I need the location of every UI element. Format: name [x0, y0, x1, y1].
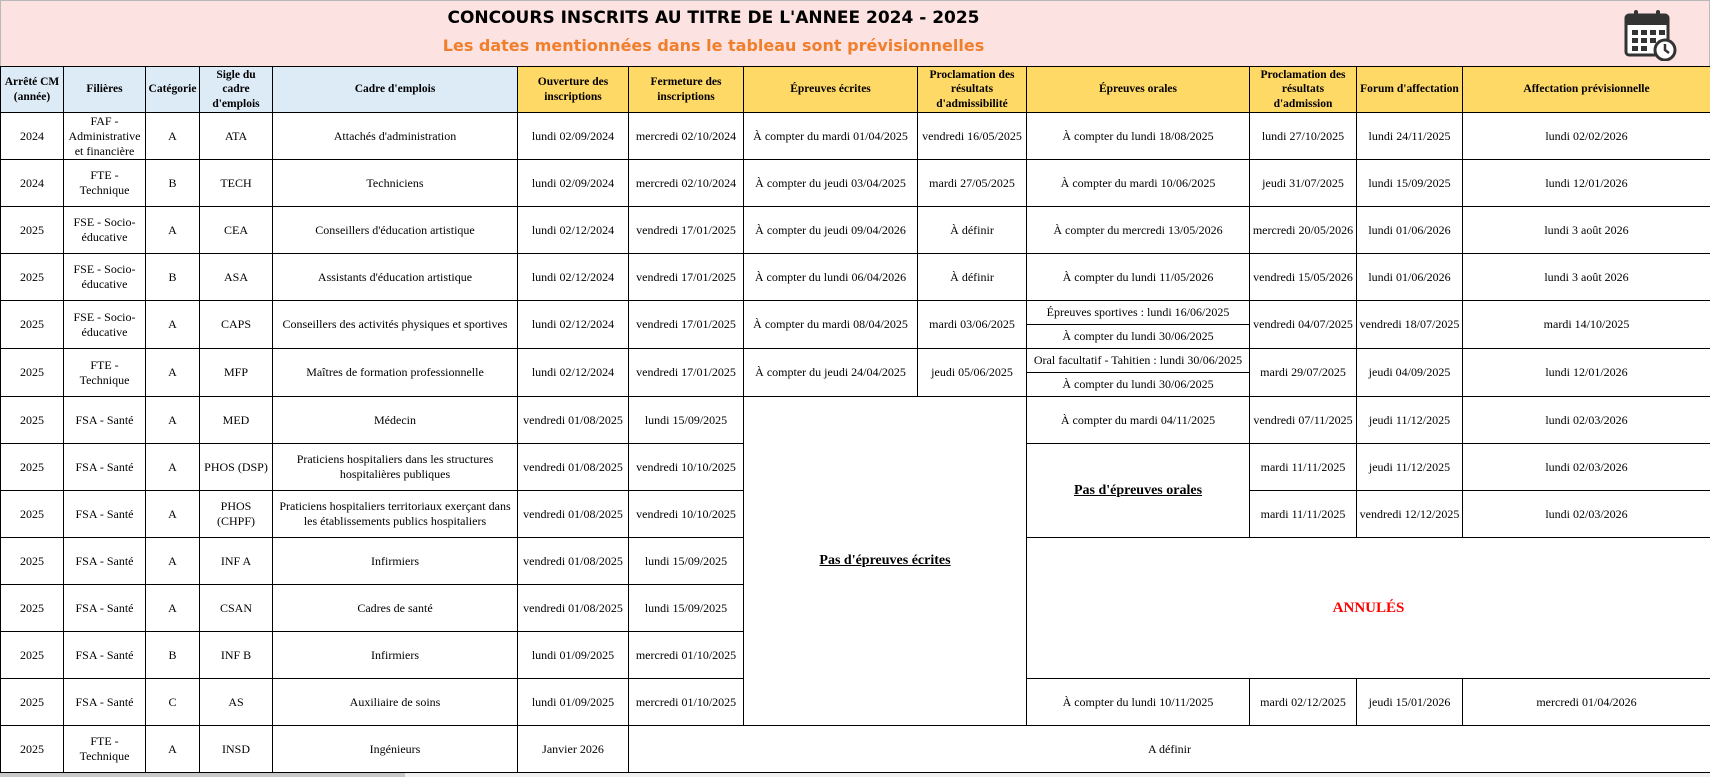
cell-cadre: Conseillers des activités physiques et sportives: [273, 301, 518, 349]
cell-admission: jeudi 31/07/2025: [1250, 160, 1357, 207]
cell-admissibilite: mardi 03/06/2025: [918, 301, 1027, 349]
cell-forum: lundi 01/06/2026: [1357, 254, 1463, 301]
cell-sigle: MFP: [200, 349, 273, 397]
cell-fermeture: vendredi 10/10/2025: [629, 491, 744, 538]
table-header-row: [1, 67, 1710, 113]
table-row: [1, 726, 1710, 773]
col-header: Proclamation des résultats d'admission: [1250, 67, 1357, 113]
cell-affectation: lundi 3 août 2026: [1463, 254, 1710, 301]
cell-admission: vendredi 07/11/2025: [1250, 397, 1357, 444]
cell-annee: 2025: [1, 679, 64, 726]
cell-annee: 2025: [1, 301, 64, 349]
cell-cadre: Auxiliaire de soins: [273, 679, 518, 726]
cell-ouverture: lundi 02/12/2024: [518, 349, 629, 397]
cell-cadre: Infirmiers: [273, 632, 518, 679]
cell-orales: À compter du mardi 10/06/2025: [1027, 160, 1250, 207]
cell-fermeture: vendredi 17/01/2025: [629, 349, 744, 397]
cell-forum: lundi 01/06/2026: [1357, 207, 1463, 254]
cell-orales: À compter du mardi 04/11/2025: [1027, 397, 1250, 444]
cell-annee: 2025: [1, 254, 64, 301]
cell-sigle: CEA: [200, 207, 273, 254]
cell-ouverture: lundi 02/12/2024: [518, 301, 629, 349]
cell-affectation: lundi 12/01/2026: [1463, 349, 1710, 397]
cell-categorie: A: [146, 207, 200, 254]
cell-admissibilite: À définir: [918, 254, 1027, 301]
cell-filiere: FTE - Technique: [64, 160, 146, 207]
cell-ouverture: lundi 01/09/2025: [518, 632, 629, 679]
cell-annee: 2024: [1, 160, 64, 207]
col-header: Catégorie: [146, 67, 200, 113]
cell-sigle: ASA: [200, 254, 273, 301]
cell-filiere: FSE - Socio-éducative: [64, 301, 146, 349]
cell-categorie: B: [146, 254, 200, 301]
cell-cadre: Conseillers d'éducation artistique: [273, 207, 518, 254]
cell-filiere: FSA - Santé: [64, 585, 146, 632]
cell-forum: vendredi 18/07/2025: [1357, 301, 1463, 349]
cell-sigle: ATA: [200, 113, 273, 160]
cell-categorie: B: [146, 160, 200, 207]
cell-filiere: FSA - Santé: [64, 538, 146, 585]
cell-cadre: Infirmiers: [273, 538, 518, 585]
cell-orales: À compter du lundi 10/11/2025: [1027, 679, 1250, 726]
cell-ouverture: lundi 02/12/2024: [518, 207, 629, 254]
cell-categorie: A: [146, 349, 200, 397]
cell-cadre: Cadres de santé: [273, 585, 518, 632]
cell-forum: lundi 15/09/2025: [1357, 160, 1463, 207]
cell-forum: jeudi 11/12/2025: [1357, 397, 1463, 444]
cell-categorie: A: [146, 585, 200, 632]
cell-orales: À compter du lundi 30/06/2025: [1027, 325, 1250, 349]
cell-admission: mardi 11/11/2025: [1250, 491, 1357, 538]
cell-admission: mardi 29/07/2025: [1250, 349, 1357, 397]
page-subtitle: Les dates mentionnées dans le tableau sont prévisionnelles: [442, 36, 985, 55]
col-header: Épreuves orales: [1027, 67, 1250, 113]
cell-annee: 2025: [1, 349, 64, 397]
cell-filiere: FTE - Technique: [64, 726, 146, 773]
cell-forum: jeudi 11/12/2025: [1357, 444, 1463, 491]
page-title: CONCOURS INSCRITS AU TITRE DE L'ANNEE 2024 - 2025: [447, 8, 980, 28]
cell-ecrites: À compter du mardi 01/04/2025: [744, 113, 918, 160]
cell-ouverture: lundi 01/09/2025: [518, 679, 629, 726]
cell-annee: 2024: [1, 113, 64, 160]
cell-ouverture: lundi 02/12/2024: [518, 254, 629, 301]
cell-fermeture: lundi 15/09/2025: [629, 585, 744, 632]
table-row: [1, 113, 1710, 160]
cell-ouverture: lundi 02/09/2024: [518, 113, 629, 160]
cell-filiere: FTE - Technique: [64, 349, 146, 397]
cell-categorie: A: [146, 397, 200, 444]
cell-cadre: Attachés d'administration: [273, 113, 518, 160]
cell-affectation: lundi 02/03/2026: [1463, 397, 1710, 444]
cell-annee: 2025: [1, 585, 64, 632]
cell-ouverture: lundi 02/09/2024: [518, 160, 629, 207]
col-header: Forum d'affectation: [1357, 67, 1463, 113]
cell-filiere: FSA - Santé: [64, 444, 146, 491]
cell-fermeture: lundi 15/09/2025: [629, 397, 744, 444]
cell-ecrites: À compter du jeudi 24/04/2025: [744, 349, 918, 397]
cell-filiere: FSA - Santé: [64, 632, 146, 679]
cell-filiere: FSA - Santé: [64, 397, 146, 444]
cell-admission: mardi 02/12/2025: [1250, 679, 1357, 726]
cell-cadre: Techniciens: [273, 160, 518, 207]
col-header: Affectation prévisionnelle: [1463, 67, 1710, 113]
cell-annee: 2025: [1, 444, 64, 491]
col-header: Fermeture des inscriptions: [629, 67, 744, 113]
cell-admissibilite: vendredi 16/05/2025: [918, 113, 1027, 160]
cell-categorie: A: [146, 301, 200, 349]
table-row: [1, 207, 1710, 254]
annules-label: ANNULÉS: [1027, 538, 1710, 679]
cell-filiere: FSE - Socio-éducative: [64, 207, 146, 254]
cell-admission: vendredi 15/05/2026: [1250, 254, 1357, 301]
cell-annee: 2025: [1, 397, 64, 444]
calendar-icon: [1623, 7, 1677, 61]
cell-orales: À compter du mercredi 13/05/2026: [1027, 207, 1250, 254]
cell-categorie: A: [146, 491, 200, 538]
cell-ouverture: vendredi 01/08/2025: [518, 585, 629, 632]
table-row: [1, 254, 1710, 301]
table-row: [1, 160, 1710, 207]
cell-categorie: A: [146, 726, 200, 773]
cell-orales: À compter du lundi 11/05/2026: [1027, 254, 1250, 301]
cell-orales-facultatif: Oral facultatif - Tahitien : lundi 30/06/2025: [1027, 349, 1250, 373]
table-row: [1, 301, 1710, 325]
cell-forum: lundi 24/11/2025: [1357, 113, 1463, 160]
cell-cadre: Assistants d'éducation artistique: [273, 254, 518, 301]
table-row: [1, 349, 1710, 373]
cell-fermeture: vendredi 17/01/2025: [629, 207, 744, 254]
cell-categorie: C: [146, 679, 200, 726]
cell-admission: vendredi 04/07/2025: [1250, 301, 1357, 349]
col-header: Sigle du cadre d'emplois: [200, 67, 273, 113]
cell-ecrites: À compter du lundi 06/04/2026: [744, 254, 918, 301]
cell-annee: 2025: [1, 491, 64, 538]
cell-categorie: B: [146, 632, 200, 679]
cell-categorie: A: [146, 538, 200, 585]
cell-filiere: FSA - Santé: [64, 491, 146, 538]
cell-cadre: Ingénieurs: [273, 726, 518, 773]
col-header: Épreuves écrites: [744, 67, 918, 113]
pas-epreuves-orales: Pas d'épreuves orales: [1027, 444, 1250, 538]
cell-ecrites: À compter du mardi 08/04/2025: [744, 301, 918, 349]
cell-ouverture: vendredi 01/08/2025: [518, 491, 629, 538]
cell-categorie: A: [146, 444, 200, 491]
cell-affectation: mercredi 01/04/2026: [1463, 679, 1710, 726]
cell-orales-sportives: Épreuves sportives : lundi 16/06/2025: [1027, 301, 1250, 325]
cell-orales: À compter du lundi 30/06/2025: [1027, 373, 1250, 397]
cell-fermeture: vendredi 10/10/2025: [629, 444, 744, 491]
scrollbar-thumb[interactable]: [0, 773, 405, 777]
cell-sigle: PHOS (CHPF): [200, 491, 273, 538]
cell-fermeture: mercredi 01/10/2025: [629, 632, 744, 679]
cell-affectation: lundi 02/02/2026: [1463, 113, 1710, 160]
cell-ecrites: À compter du jeudi 03/04/2025: [744, 160, 918, 207]
cell-sigle: INF A: [200, 538, 273, 585]
cell-ouverture: vendredi 01/08/2025: [518, 397, 629, 444]
cell-cadre: Praticiens hospitaliers dans les structures hospitalières publiques: [273, 444, 518, 491]
cell-admissibilite: mardi 27/05/2025: [918, 160, 1027, 207]
cell-sigle: CSAN: [200, 585, 273, 632]
col-header: Arrêté CM (année): [1, 67, 64, 113]
cell-forum: vendredi 12/12/2025: [1357, 491, 1463, 538]
cell-sigle: PHOS (DSP): [200, 444, 273, 491]
cell-affectation: lundi 02/03/2026: [1463, 444, 1710, 491]
cell-forum: jeudi 15/01/2026: [1357, 679, 1463, 726]
cell-sigle: INF B: [200, 632, 273, 679]
cell-orales: À compter du lundi 18/08/2025: [1027, 113, 1250, 160]
cell-fermeture: lundi 15/09/2025: [629, 538, 744, 585]
cell-affectation: lundi 3 août 2026: [1463, 207, 1710, 254]
cell-forum: jeudi 04/09/2025: [1357, 349, 1463, 397]
cell-admission: mardi 11/11/2025: [1250, 444, 1357, 491]
cell-admissibilite: À définir: [918, 207, 1027, 254]
cell-affectation: lundi 02/03/2026: [1463, 491, 1710, 538]
col-header: Proclamation des résultats d'admissibilité: [918, 67, 1027, 113]
cell-annee: 2025: [1, 207, 64, 254]
concours-table: [0, 66, 1710, 773]
cell-sigle: AS: [200, 679, 273, 726]
table-row: [1, 397, 1710, 444]
cell-ouverture: vendredi 01/08/2025: [518, 538, 629, 585]
cell-fermeture: mercredi 01/10/2025: [629, 679, 744, 726]
cell-categorie: A: [146, 113, 200, 160]
cell-filiere: FSE - Socio-éducative: [64, 254, 146, 301]
cell-fermeture: vendredi 17/01/2025: [629, 254, 744, 301]
cell-cadre: Praticiens hospitaliers territoriaux exerçant dans les établissements publics hospitaliers: [273, 491, 518, 538]
cell-sigle: TECH: [200, 160, 273, 207]
cell-sigle: CAPS: [200, 301, 273, 349]
cell-cadre: Médecin: [273, 397, 518, 444]
cell-affectation: lundi 12/01/2026: [1463, 160, 1710, 207]
cell-fermeture: mercredi 02/10/2024: [629, 113, 744, 160]
cell-affectation: mardi 14/10/2025: [1463, 301, 1710, 349]
cell-admissibilite: jeudi 05/06/2025: [918, 349, 1027, 397]
pas-epreuves-ecrites: Pas d'épreuves écrites: [744, 397, 1027, 726]
cell-cadre: Maîtres de formation professionnelle: [273, 349, 518, 397]
col-header: Cadre d'emplois: [273, 67, 518, 113]
cell-admission: mercredi 20/05/2026: [1250, 207, 1357, 254]
cell-ouverture: vendredi 01/08/2025: [518, 444, 629, 491]
header-banner: [0, 0, 1710, 67]
cell-annee: 2025: [1, 726, 64, 773]
cell-filiere: FAF - Administrative et financière: [64, 113, 146, 160]
cell-annee: 2025: [1, 538, 64, 585]
cell-sigle: INSD: [200, 726, 273, 773]
cell-sigle: MED: [200, 397, 273, 444]
cell-fermeture: mercredi 02/10/2024: [629, 160, 744, 207]
cell-annee: 2025: [1, 632, 64, 679]
cell-a-definir: A définir: [629, 726, 1710, 773]
cell-ouverture: Janvier 2026: [518, 726, 629, 773]
cell-fermeture: vendredi 17/01/2025: [629, 301, 744, 349]
cell-filiere: FSA - Santé: [64, 679, 146, 726]
cell-admission: lundi 27/10/2025: [1250, 113, 1357, 160]
cell-ecrites: À compter du jeudi 09/04/2026: [744, 207, 918, 254]
col-header: Ouverture des inscriptions: [518, 67, 629, 113]
col-header: Filières: [64, 67, 146, 113]
